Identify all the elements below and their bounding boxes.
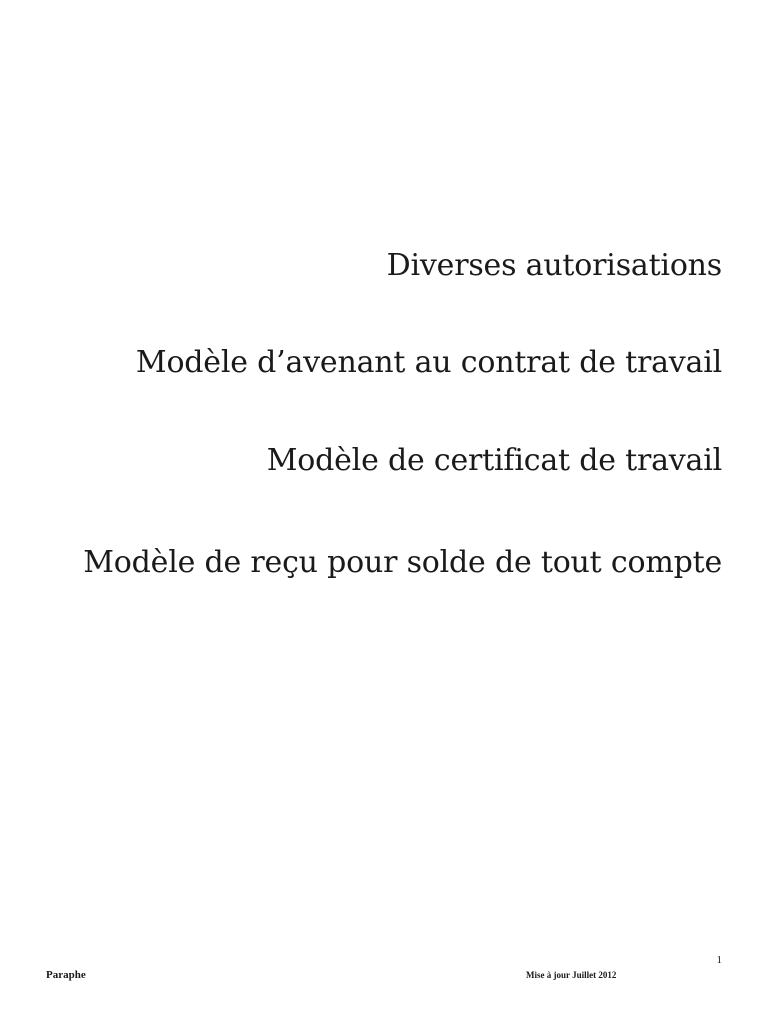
title-recu-solde: Modèle de reçu pour solde de tout compte (83, 545, 722, 580)
footer-update-date: Mise à jour Juillet 2012 (526, 970, 617, 980)
title-certificat-travail: Modèle de certificat de travail (266, 443, 722, 478)
footer-paraphe: Paraphe (46, 969, 86, 981)
page-number: 1 (716, 954, 722, 966)
title-diverses-autorisations: Diverses autorisations (386, 248, 722, 283)
title-avenant-contrat: Modèle d’avenant au contrat de travail (135, 345, 722, 380)
